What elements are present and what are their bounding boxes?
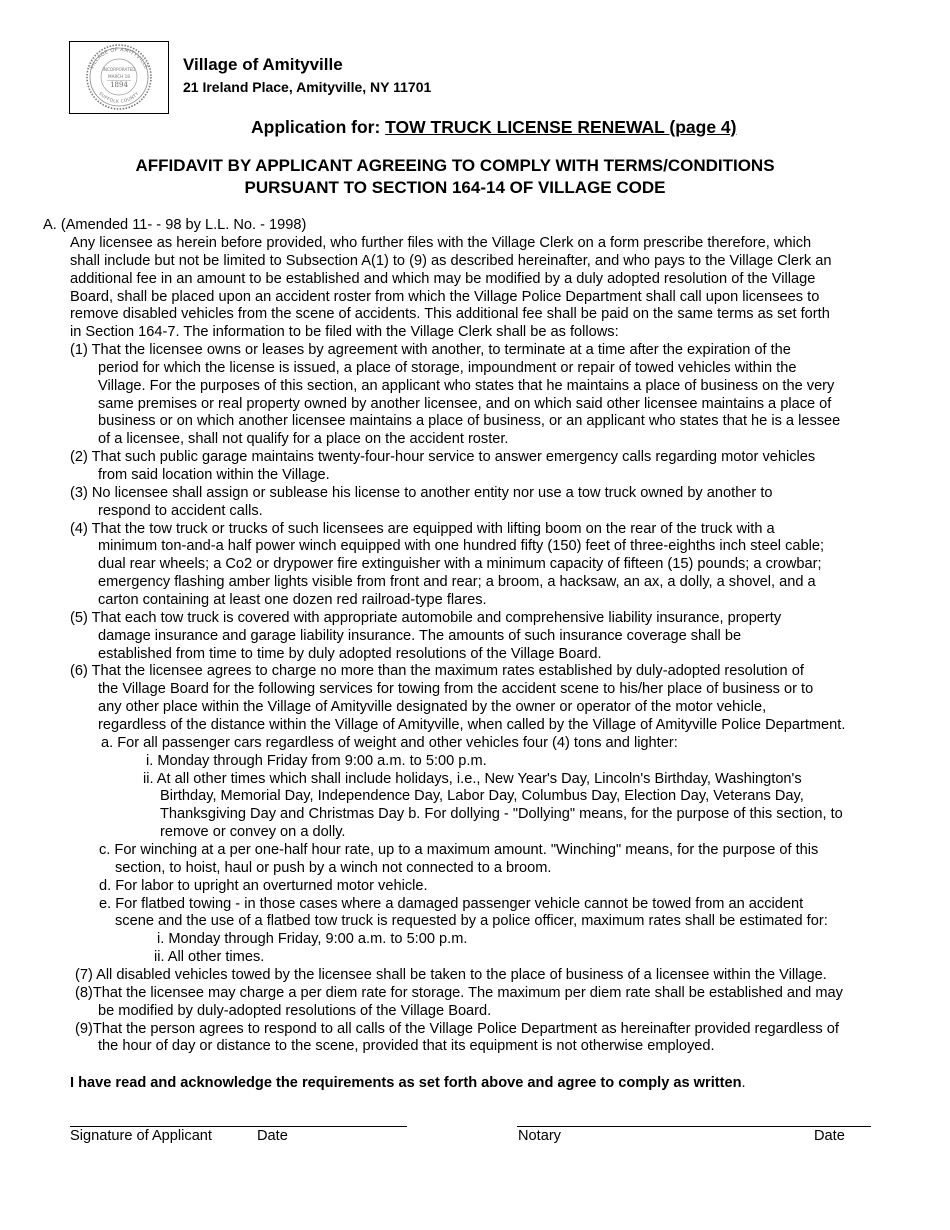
applicant-date-label: Date <box>257 1128 288 1144</box>
body-line: damage insurance and garage liability insurance. The amounts of such insurance coverage shall be <box>98 628 742 644</box>
affidavit-heading-line2: PURSUANT TO SECTION 164-14 OF VILLAGE CODE <box>244 178 666 197</box>
item-8: (8)That the licensee may charge a per diem rate for storage. The maximum per diem rate shall be established and may <box>75 985 843 1001</box>
applicant-signature-label: Signature of Applicant <box>70 1128 212 1144</box>
item-1: (1) That the licensee owns or leases by agreement with another, to terminate at a time after the expiration of the <box>70 342 791 358</box>
village-seal-logo <box>81 43 157 111</box>
body-line: additional fee in an amount to be established and which may be modified by a duly adopted resolution of the Village <box>70 271 816 287</box>
body-line: regardless of the distance within the Village of Amityville, when called by the Village of Amityville Police Department. <box>98 717 846 733</box>
acknowledgement-period: . <box>741 1075 746 1091</box>
org-name: Village of Amityville <box>183 55 343 74</box>
body-line: scene and the use of a flatbed tow truck is requested by a police officer, maximum rates shall be estimated for: <box>115 913 828 929</box>
subitem-c: c. For winching at a per one-half hour rate, up to a maximum amount. "Winching" means, for the purpose of this <box>99 842 819 858</box>
body-line: any other place within the Village of Amityville designated by the owner or operator of the motor vehicle, <box>98 699 767 715</box>
body-line: the hour of day or distance to the scene, provided that its equipment is not otherwise employed. <box>98 1038 715 1054</box>
item-2: (2) That such public garage maintains twenty-four-hour service to answer emergency calls regarding motor vehicles <box>70 449 816 465</box>
body-line: shall include but not be limited to Subsection A(1) to (9) as described hereinafter, and who pays to the Village Clerk an <box>70 253 832 269</box>
body-line: Village. For the purposes of this section, an applicant who states that he maintains a place of business on the very <box>98 378 835 394</box>
body-line: of a licensee, shall not qualify for a place on the accident roster. <box>98 431 509 447</box>
notary-label: Notary <box>518 1128 561 1144</box>
body-line: dual rear wheels; a Co2 or drypower fire extinguisher with a minimum capacity of fifteen (15) pounds; a crowbar; <box>98 556 822 572</box>
item-6: (6) That the licensee agrees to charge no more than the maximum rates established by duly-adopted resolution of <box>70 663 804 679</box>
item-7: (7) All disabled vehicles towed by the licensee shall be taken to the place of business of a licensee within the Village. <box>75 967 827 983</box>
body-line: respond to accident calls. <box>98 503 263 519</box>
body-line: same premises or real property owned by another licensee, and on which said other licensee maintains a place of <box>98 396 832 412</box>
body-line: from said location within the Village. <box>98 467 330 483</box>
body-line: established from time to time by duly adopted resolutions of the Village Board. <box>98 646 602 662</box>
org-address: 21 Ireland Place, Amityville, NY 11701 <box>183 79 432 95</box>
body-line: Thanksgiving Day and Christmas Day b. For dollying - "Dollying" means, for the purpose of this section, to <box>160 806 843 822</box>
subitem-e: e. For flatbed towing - in those cases where a damaged passenger vehicle cannot be towed from an accident <box>99 896 804 912</box>
application-form-name: TOW TRUCK LICENSE RENEWAL (page 4) <box>385 117 737 137</box>
acknowledgement-text: I have read and acknowledge the requirements as set forth above and agree to comply as written <box>70 1075 742 1091</box>
applicant-signature-line[interactable] <box>70 1126 407 1127</box>
acknowledgement-statement <box>70 1075 746 1093</box>
subitem-a: a. For all passenger cars regardless of weight and other vehicles four (4) tons and lighter: <box>101 735 678 751</box>
svg-text:INCORPORATED: INCORPORATED <box>102 67 136 72</box>
body-line: the Village Board for the following services for towing from the accident scene to his/her place of business or to <box>98 681 814 697</box>
item-9: (9)That the person agrees to respond to all calls of the Village Police Department as hereinafter provided regardless of <box>75 1021 839 1037</box>
application-prefix: Application for: <box>251 117 386 137</box>
svg-text:SUFFOLK COUNTY: SUFFOLK COUNTY <box>97 91 141 105</box>
body-line: in Section 164-7. The information to be filed with the Village Clerk shall be as follows: <box>70 324 619 340</box>
notary-signature-line[interactable] <box>517 1126 871 1127</box>
body-line: minimum ton-and-a half power winch equipped with one hundred fifty (150) feet of three-eighths inch steel cable; <box>98 538 825 554</box>
body-line: remove disabled vehicles from the scene of accidents. This additional fee shall be paid on the same terms as set forth <box>70 306 830 322</box>
subitem-a-i: i. Monday through Friday from 9:00 a.m. to 5:00 p.m. <box>146 753 487 769</box>
svg-text:MARCH 18: MARCH 18 <box>108 74 130 79</box>
section-a-heading: A. (Amended 11- - 98 by L.L. No. - 1998) <box>43 217 307 233</box>
body-line: Board, shall be placed upon an accident roster from which the Village Police Department shall call upon licensees to <box>70 289 820 305</box>
body-line: Birthday, Memorial Day, Independence Day, Labor Day, Columbus Day, Election Day, Veterans Day, <box>160 788 804 804</box>
application-title <box>251 117 736 137</box>
affidavit-heading-line1: AFFIDAVIT BY APPLICANT AGREEING TO COMPLY WITH TERMS/CONDITIONS <box>135 156 775 175</box>
subitem-a-ii: ii. At all other times which shall include holidays, i.e., New Year's Day, Lincoln's Birthday, Washington's <box>143 771 802 787</box>
body-line: period for which the license is issued, a place of storage, impoundment or repair of towed vehicles within the <box>98 360 797 376</box>
subitem-e-ii: ii. All other times. <box>154 949 265 965</box>
body-line: be modified by duly-adopted resolutions of the Village Board. <box>98 1003 492 1019</box>
subitem-e-i: i. Monday through Friday, 9:00 a.m. to 5:00 p.m. <box>157 931 468 947</box>
item-5: (5) That each tow truck is covered with appropriate automobile and comprehensive liability insurance, property <box>70 610 782 626</box>
body-line: section, to hoist, haul or push by a winch not connected to a broom. <box>115 860 552 876</box>
body-line: emergency flashing amber lights visible from front and rear; a broom, a hacksaw, an ax, a dolly, a shovel, and a <box>98 574 816 590</box>
svg-text:VILLAGE OF AMITYVILLE: VILLAGE OF AMITYVILLE <box>88 46 150 71</box>
body-line: remove or convey on a dolly. <box>160 824 346 840</box>
item-4: (4) That the tow truck or trucks of such licensees are equipped with lifting boom on the rear of the truck with a <box>70 521 775 537</box>
item-3: (3) No licensee shall assign or sublease his license to another entity nor use a tow truck owned by another to <box>70 485 773 501</box>
subitem-d: d. For labor to upright an overturned motor vehicle. <box>99 878 428 894</box>
body-line: Any licensee as herein before provided, who further files with the Village Clerk on a form prescribe therefore, which <box>70 235 812 251</box>
notary-date-label: Date <box>814 1128 845 1144</box>
body-line: carton containing at least one dozen red railroad-type flares. <box>98 592 487 608</box>
svg-text:1894: 1894 <box>110 81 128 89</box>
body-line: business or on which another licensee maintains a place of business, or an applicant who states that he is a lessee <box>98 413 841 429</box>
